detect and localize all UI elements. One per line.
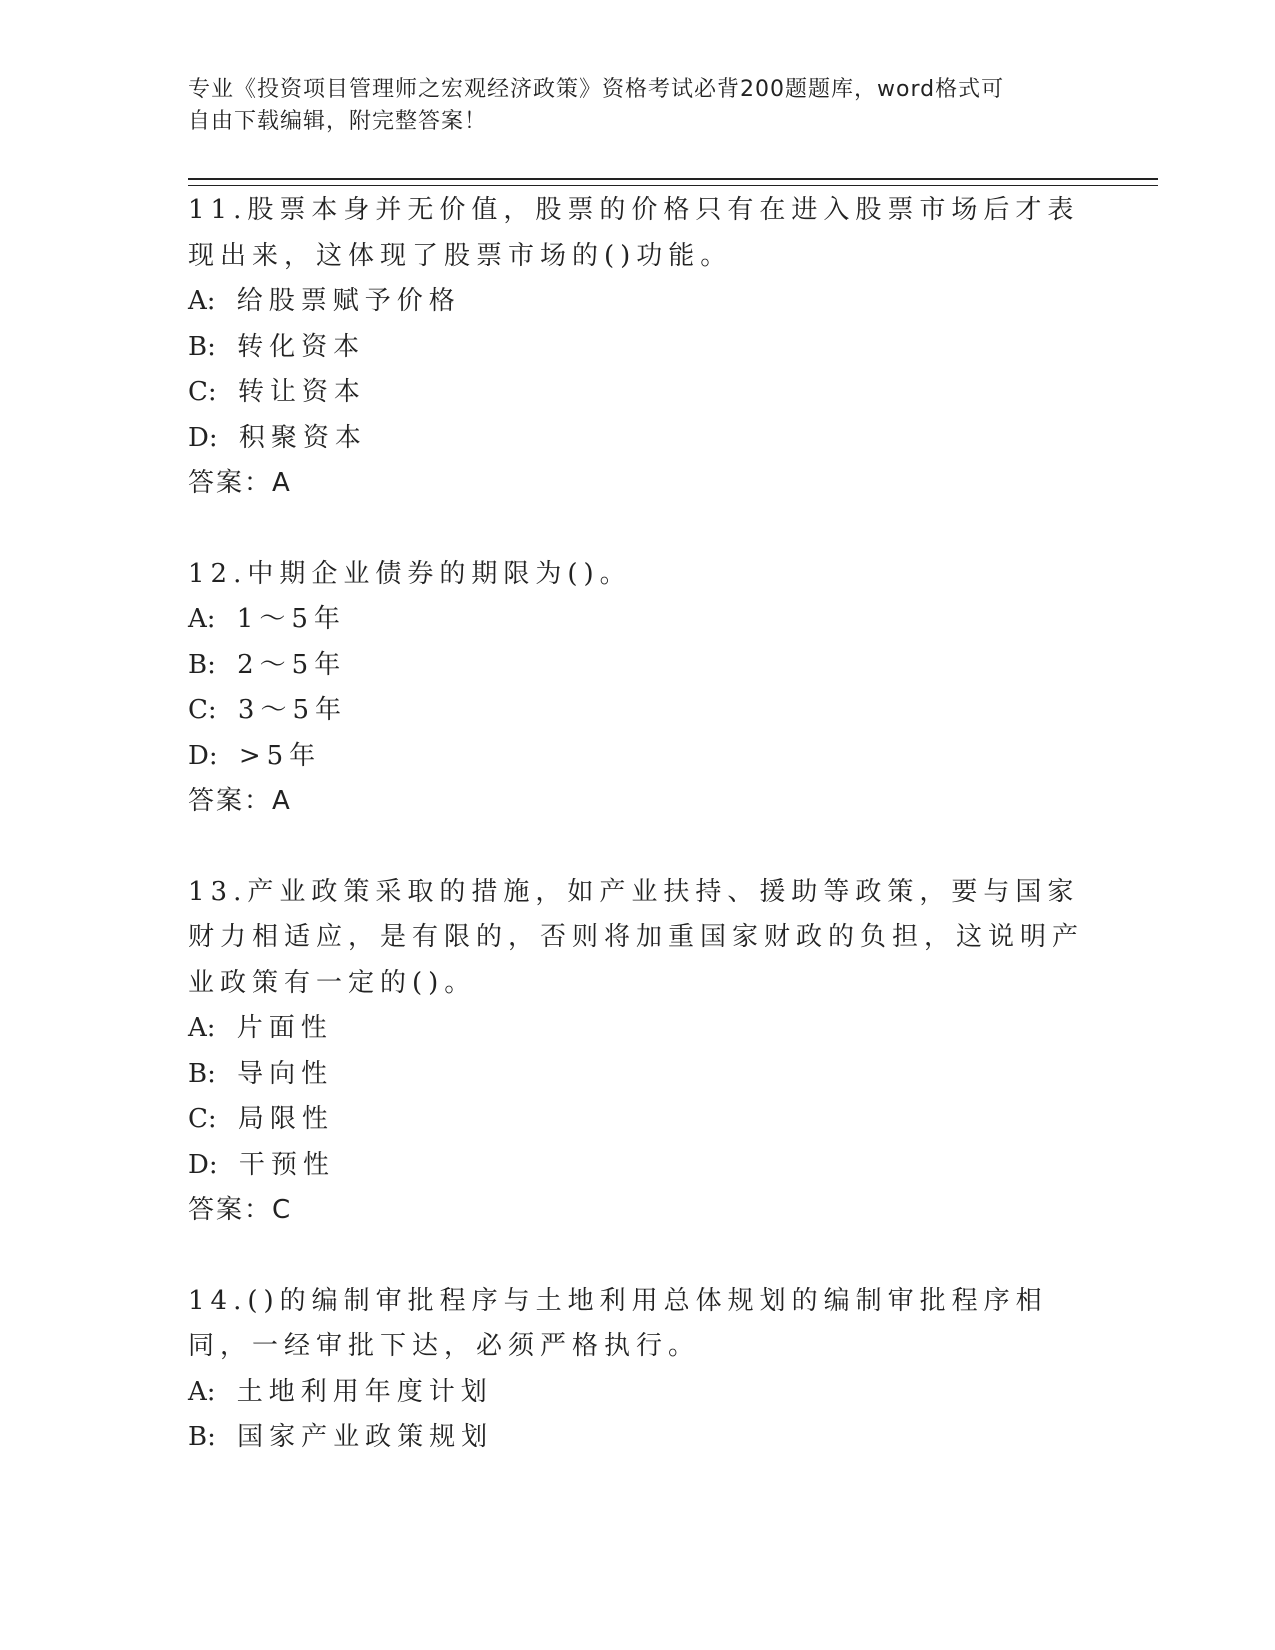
option-text: 局限性 bbox=[237, 1104, 334, 1134]
option-text: 导向性 bbox=[237, 1058, 334, 1089]
option-text: 2～5年 bbox=[237, 649, 347, 680]
option-letter: D bbox=[188, 422, 209, 453]
option-letter: D bbox=[188, 740, 209, 771]
option-d bbox=[188, 1143, 1088, 1189]
option-separator: : bbox=[206, 286, 216, 316]
option-separator: : bbox=[207, 695, 217, 725]
option-letter: B bbox=[188, 1422, 208, 1452]
option-letter: B bbox=[188, 331, 208, 362]
option-a bbox=[188, 279, 1088, 325]
answer-value: A bbox=[272, 786, 292, 816]
option-text: 土地利用年度计划 bbox=[236, 1376, 493, 1407]
answer-line bbox=[188, 461, 1088, 507]
option-separator: : bbox=[207, 1422, 216, 1452]
header-line-2: 自由下载编辑，附完整答案！ bbox=[188, 109, 488, 134]
option-separator: : bbox=[207, 331, 216, 362]
option-separator: : bbox=[206, 1013, 216, 1043]
question-12 bbox=[188, 552, 1088, 825]
answer-line bbox=[188, 779, 1088, 825]
option-text: 干预性 bbox=[238, 1149, 335, 1180]
option-text: 给股票赋予价格 bbox=[236, 286, 461, 316]
option-separator: : bbox=[207, 1058, 216, 1089]
option-b bbox=[188, 643, 1088, 689]
option-c bbox=[188, 688, 1088, 734]
question-text: 11.股票本身并无价值，股票的价格只有在进入股票市场后才表现出来，这体现了股票市场的()功能。 bbox=[188, 195, 1080, 271]
option-text: 转化资本 bbox=[237, 331, 366, 362]
option-letter: A bbox=[188, 1376, 207, 1407]
option-a bbox=[188, 1006, 1088, 1052]
option-b bbox=[188, 1052, 1088, 1098]
question-11 bbox=[188, 188, 1088, 507]
option-separator: : bbox=[208, 740, 218, 771]
question-14 bbox=[188, 1279, 1088, 1461]
option-letter: C bbox=[188, 695, 208, 725]
option-letter: B bbox=[188, 1058, 208, 1089]
question-text: 13.产业政策采取的措施，如产业扶持、援助等政策，要与国家财力相适应，是有限的，否则将加重国家财政的负担，这说明产业政策有一定的()。 bbox=[188, 876, 1085, 998]
option-letter: A bbox=[188, 1013, 207, 1043]
option-letter: C bbox=[188, 377, 208, 407]
option-text: 1～5年 bbox=[236, 604, 346, 634]
option-separator: : bbox=[207, 1104, 217, 1134]
option-text: >5年 bbox=[238, 740, 322, 771]
option-separator: : bbox=[207, 649, 216, 680]
question-list bbox=[188, 188, 1088, 1506]
answer-label: 答案： bbox=[188, 786, 273, 816]
answer-line bbox=[188, 1188, 1088, 1234]
question-text: 14.()的编制审批程序与土地利用总体规划的编制审批程序相同，一经审批下达，必须严格执行。 bbox=[188, 1285, 1048, 1361]
option-letter: D bbox=[188, 1149, 209, 1180]
option-separator: : bbox=[206, 604, 216, 634]
option-letter: A bbox=[188, 286, 207, 316]
option-c bbox=[188, 1097, 1088, 1143]
question-13 bbox=[188, 870, 1088, 1234]
answer-label: 答案： bbox=[188, 468, 273, 498]
option-a bbox=[188, 597, 1088, 643]
answer-value: A bbox=[272, 468, 292, 498]
header-line-1: 专业《投资项目管理师之宏观经济政策》资格考试必背200题题库，word格式可 bbox=[188, 77, 1005, 102]
option-separator: : bbox=[206, 1376, 216, 1407]
option-text: 转让资本 bbox=[237, 377, 366, 407]
option-separator: : bbox=[208, 1149, 218, 1180]
option-a bbox=[188, 1370, 1088, 1416]
option-separator: : bbox=[208, 422, 218, 453]
option-text: 积聚资本 bbox=[238, 422, 367, 453]
option-c bbox=[188, 370, 1088, 416]
question-text: 12.中期企业债券的期限为()。 bbox=[188, 558, 632, 589]
option-d bbox=[188, 416, 1088, 462]
option-letter: A bbox=[188, 604, 207, 634]
option-text: 片面性 bbox=[236, 1013, 333, 1043]
option-text: 3～5年 bbox=[237, 695, 347, 725]
option-b bbox=[188, 325, 1088, 371]
option-text: 国家产业政策规划 bbox=[237, 1422, 494, 1452]
document-header bbox=[188, 74, 1068, 138]
option-b bbox=[188, 1415, 1088, 1461]
option-letter: B bbox=[188, 649, 208, 680]
header-divider bbox=[188, 178, 1158, 186]
answer-value: C bbox=[272, 1195, 293, 1225]
option-d bbox=[188, 734, 1088, 780]
option-separator: : bbox=[207, 377, 217, 407]
option-letter: C bbox=[188, 1104, 208, 1134]
answer-label: 答案： bbox=[188, 1195, 273, 1225]
